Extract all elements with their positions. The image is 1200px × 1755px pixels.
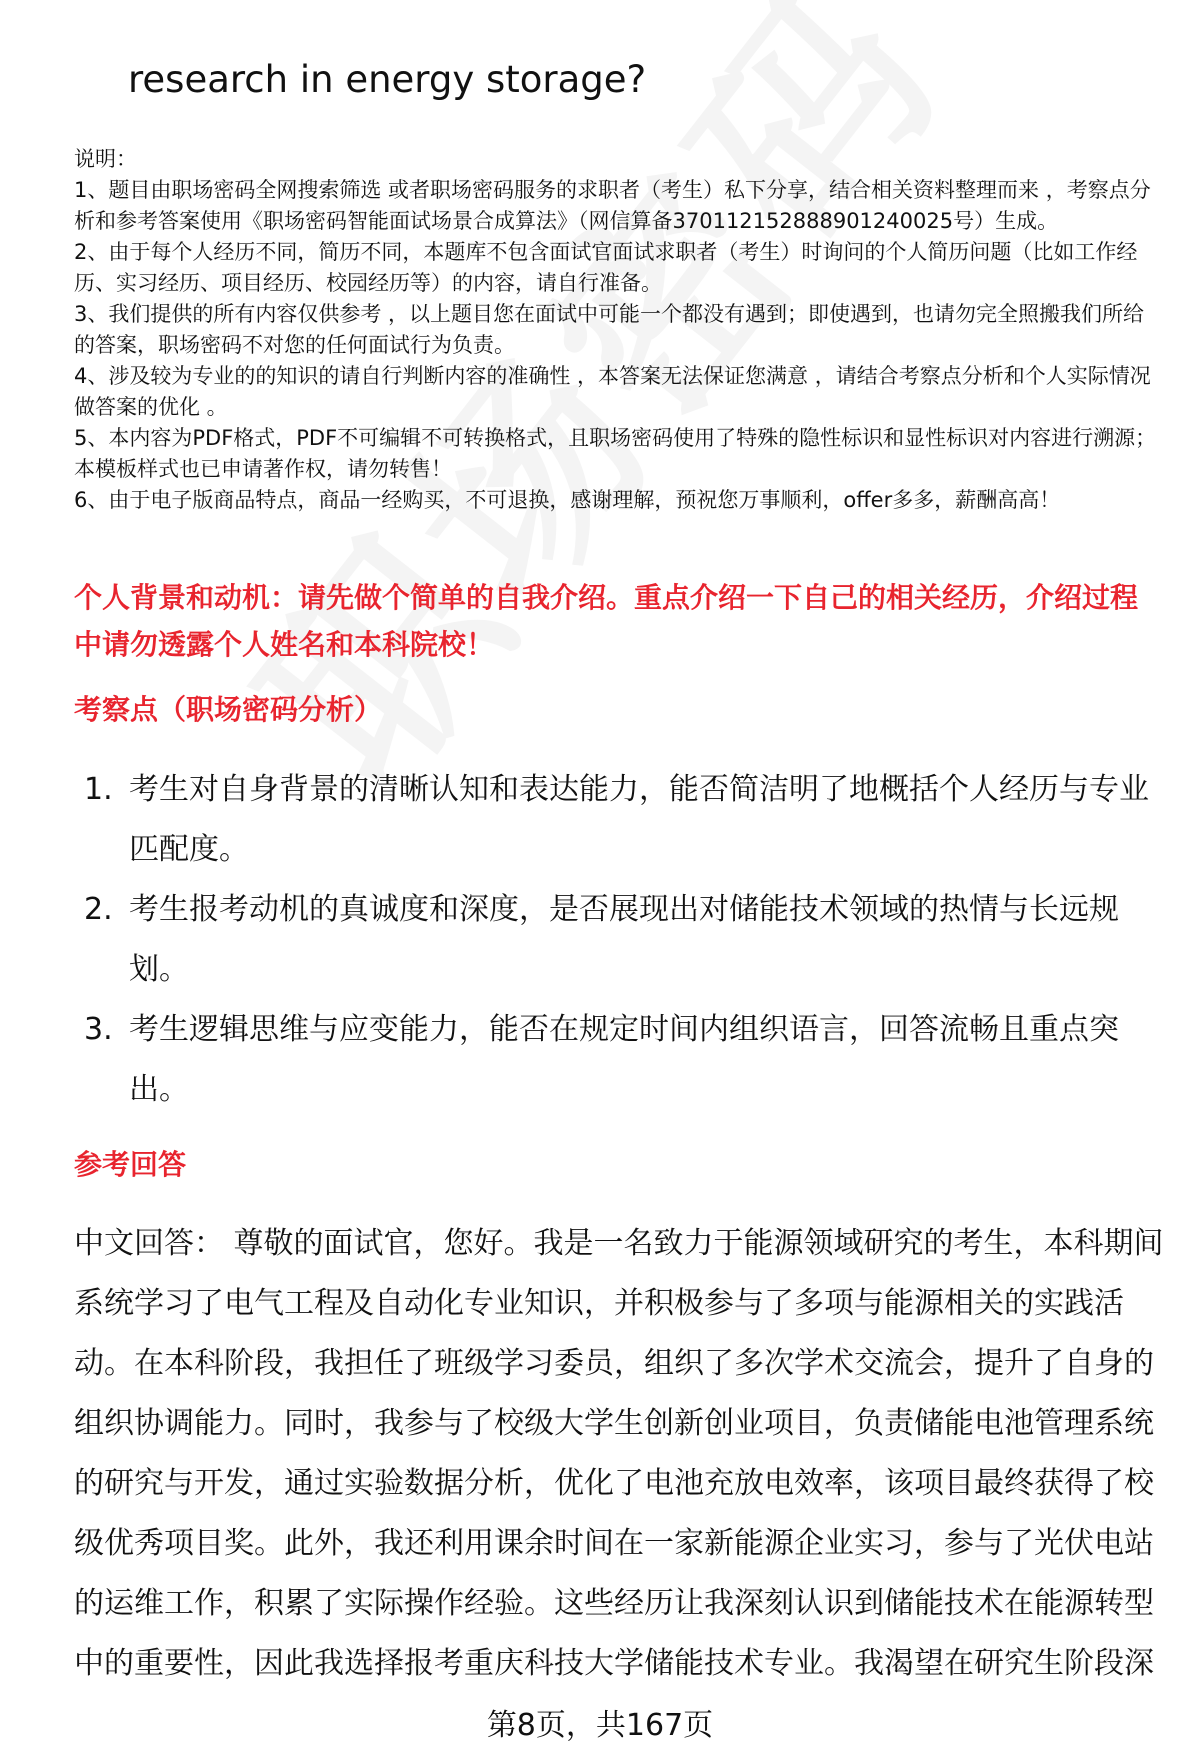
note-item: 2、由于每个人经历不同，简历不同，本题库不包含面试官面试求职者（考生）时询问的个人简历问题（比如工作经历、实习经历、项目经历、校园经历等）的内容，请自行准备。 bbox=[74, 240, 1138, 295]
question-title: 个人背景和动机：请先做个简单的自我介绍。重点介绍一下自己的相关经历，介绍过程中请勿透露个人姓名和本科院校！ bbox=[74, 581, 1139, 661]
analysis-point bbox=[74, 880, 1164, 1000]
notes-heading: 说明： bbox=[74, 147, 137, 171]
page-number: 第8页，共167页 bbox=[486, 1708, 714, 1743]
analysis-heading: 考察点（职场密码分析） bbox=[74, 693, 383, 726]
note-item: 6、由于电子版商品特点，商品一经购买，不可退换，感谢理解，预祝您万事顺利，offer多多，薪酬高高！ bbox=[74, 488, 1061, 512]
note-item: 4、涉及较为专业的的知识的请自行判断内容的准确性 ，本答案无法保证您满意 ，请结合考察点分析和个人实际情况做答案的优化 。 bbox=[74, 364, 1151, 419]
point-number: 3. bbox=[84, 1012, 113, 1047]
note-item: 1、题目由职场密码全网搜索筛选 或者职场密码服务的求职者（考生）私下分享，结合相关资料整理而来 ，考察点分析和参考答案使用《职场密码智能面试场景合成算法》（网信算备370112152888901240025号）生成。 bbox=[74, 178, 1151, 233]
analysis-points-list bbox=[74, 760, 1164, 1120]
disclaimer-notes bbox=[74, 144, 1164, 516]
note-item: 3、我们提供的所有内容仅供参考 ，以上题目您在面试中可能一个都没有遇到；即使遇到，也请勿完全照搬我们所给的答案，职场密码不对您的任何面试行为负责。 bbox=[74, 302, 1145, 357]
note-item: 5、本内容为PDF格式，PDF不可编辑不可转换格式，且职场密码使用了特殊的隐性标识和显性标识对内容进行溯源；本模板样式也已申请著作权，请勿转售！ bbox=[74, 426, 1157, 481]
point-text: 考生报考动机的真诚度和深度，是否展现出对储能技术领域的热情与长远规划。 bbox=[129, 892, 1119, 987]
reference-heading: 参考回答 bbox=[74, 1148, 187, 1181]
reference-answer-body: 中文回答： 尊敬的面试官，您好。我是一名致力于能源领域研究的考生，本科期间系统学习了电气工程及自动化专业知识，并积极参与了多项与能源相关的实践活动。在本科阶段，我担任了班级学习委员，组织了多次学术交流会，提升了自身的组织协调能力。同时，我参与了校级大学生创新创业项目，负责储能电池管理系统的研究与开发，通过实验数据分析，优化了电池充放电效率，该项目最终获得了校级优秀项目奖。此外，我还利用课余时间在一家新能源企业实习，参与了光伏电站的运维工作，积累了实际操作经验。这些经历让我深刻认识到储能技术在能源转型中的重要性，因此我选择报考重庆科技大学储能技术专业。我渴望在研究生阶段深 bbox=[74, 1226, 1164, 1681]
continued-question-line: research in energy storage? bbox=[128, 58, 647, 101]
point-number: 1. bbox=[84, 772, 113, 807]
analysis-point bbox=[74, 760, 1164, 880]
point-text: 考生对自身背景的清晰认知和表达能力，能否简洁明了地概括个人经历与专业匹配度。 bbox=[129, 772, 1149, 867]
point-text: 考生逻辑思维与应变能力，能否在规定时间内组织语言，回答流畅且重点突出。 bbox=[129, 1012, 1119, 1107]
point-number: 2. bbox=[84, 892, 113, 927]
analysis-point bbox=[74, 1000, 1164, 1120]
